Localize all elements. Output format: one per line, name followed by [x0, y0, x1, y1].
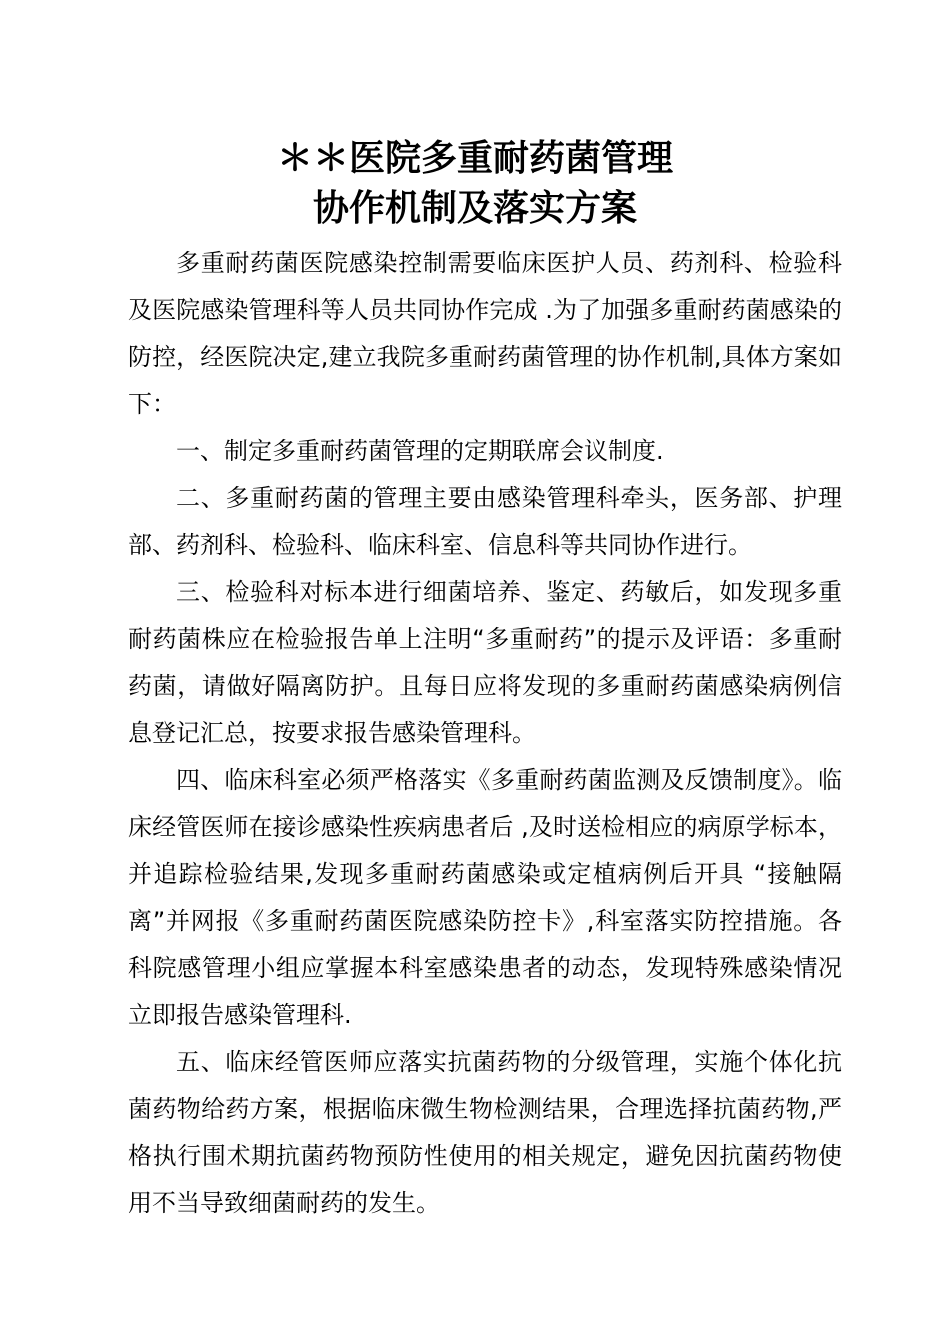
- paragraph-item-3: 三、检验科对标本进行细菌培养、鉴定、药敏后，如发现多重耐药菌株应在检验报告单上注明“多重耐药”的提示及评语：多重耐药菌，请做好隔离防护。且每日应将发现的多重耐药菌感染病例信息登记汇总，按要求报告感染管理科。: [128, 578, 842, 747]
- paragraph-item-4: 四、临床科室必须严格落实《多重耐药菌监测及反馈制度》。临床经管医师在接诊感染性疾病患者后 ,及时送检相应的病原学标本，并追踪检验结果,发现多重耐药菌感染或定植病例后开具 “接触隔离”并网报《多重耐药菌医院感染防控卡》,科室落实防控措施。各科院感管理小组应掌握本科室感染患者的动态，发现特殊感染情况立即报告感染管理科.: [128, 766, 842, 1029]
- document-title-line-1: ＊＊医院多重耐药菌管理: [276, 137, 673, 179]
- paragraph-item-1: 一、制定多重耐药菌管理的定期联席会议制度.: [176, 437, 664, 465]
- document-title-line-2: 协作机制及落实方案: [312, 187, 637, 229]
- paragraph-intro: 多重耐药菌医院感染控制需要临床医护人员、药剂科、检验科及医院感染管理科等人员共同协作完成 .为了加强多重耐药菌感染的防控，经医院决定,建立我院多重耐药菌管理的协作机制,具体方案如下：: [128, 249, 842, 418]
- paragraph-item-2: 二、多重耐药菌的管理主要由感染管理科牵头，医务部、护理部、药剂科、检验科、临床科室、信息科等共同协作进行。: [128, 484, 842, 559]
- paragraph-item-5: 五、临床经管医师应落实抗菌药物的分级管理，实施个体化抗菌药物给药方案，根据临床微生物检测结果，合理选择抗菌药物,严格执行围术期抗菌药物预防性使用的相关规定，避免因抗菌药物使用不当导致细菌耐药的发生。: [128, 1048, 842, 1217]
- document-body: [128, 240, 842, 1227]
